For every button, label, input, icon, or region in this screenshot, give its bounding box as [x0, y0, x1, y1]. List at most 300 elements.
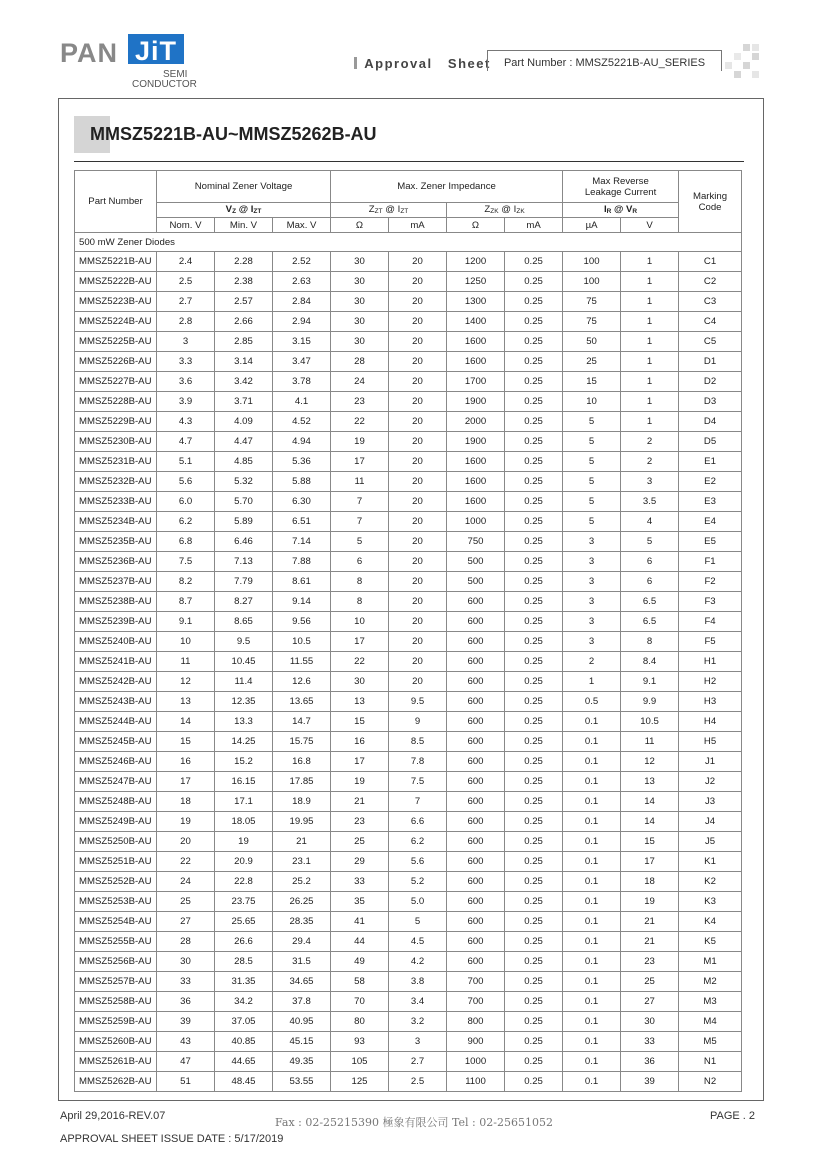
- cell-min-v: 6.46: [215, 532, 273, 552]
- cell-ir: 0.1: [563, 1052, 621, 1072]
- cell-izk: 0.25: [505, 572, 563, 592]
- cell-zzk: 1600: [447, 472, 505, 492]
- cell-nom-v: 47: [157, 1052, 215, 1072]
- cell-max-v: 28.35: [273, 912, 331, 932]
- cell-izk: 0.25: [505, 352, 563, 372]
- cell-ir: 0.1: [563, 872, 621, 892]
- cell-izk: 0.25: [505, 952, 563, 972]
- cell-nom-v: 43: [157, 1032, 215, 1052]
- cell-nom-v: 11: [157, 652, 215, 672]
- cell-vr: 1: [621, 352, 679, 372]
- cell-vr: 21: [621, 932, 679, 952]
- cell-min-v: 15.2: [215, 752, 273, 772]
- cell-izt: 8.5: [389, 732, 447, 752]
- cell-izt: 20: [389, 432, 447, 452]
- cell-nom-v: 12: [157, 672, 215, 692]
- cell-ir: 75: [563, 312, 621, 332]
- cell-izk: 0.25: [505, 392, 563, 412]
- cell-vr: 36: [621, 1052, 679, 1072]
- cell-zzt: 8: [331, 572, 389, 592]
- revision-label: April 29,2016-REV.07: [60, 1110, 166, 1122]
- cell-izt: 20: [389, 292, 447, 312]
- cell-izk: 0.25: [505, 692, 563, 712]
- cell-min-v: 7.79: [215, 572, 273, 592]
- cell-ir: 5: [563, 492, 621, 512]
- cell-zzt: 17: [331, 452, 389, 472]
- cell-min-v: 3.14: [215, 352, 273, 372]
- cell-vr: 21: [621, 912, 679, 932]
- cell-izk: 0.25: [505, 652, 563, 672]
- cell-izk: 0.25: [505, 272, 563, 292]
- cell-ir: 100: [563, 272, 621, 292]
- cell-part-number: MMSZ5225B-AU: [75, 332, 157, 352]
- cell-max-v: 10.5: [273, 632, 331, 652]
- cell-vr: 30: [621, 1012, 679, 1032]
- cell-izt: 2.7: [389, 1052, 447, 1072]
- cell-min-v: 23.75: [215, 892, 273, 912]
- cell-izt: 5: [389, 912, 447, 932]
- cell-zzt: 44: [331, 932, 389, 952]
- cell-zzk: 1100: [447, 1072, 505, 1092]
- cell-zzk: 1250: [447, 272, 505, 292]
- cell-part-number: MMSZ5241B-AU: [75, 652, 157, 672]
- cell-ir: 0.1: [563, 892, 621, 912]
- cell-min-v: 31.35: [215, 972, 273, 992]
- cell-part-number: MMSZ5234B-AU: [75, 512, 157, 532]
- cell-nom-v: 15: [157, 732, 215, 752]
- cell-izk: 0.25: [505, 712, 563, 732]
- cell-izt: 2.5: [389, 1072, 447, 1092]
- unit-zzk-ohm: Ω: [447, 218, 505, 233]
- table-row: [75, 952, 742, 972]
- cell-zzk: 700: [447, 992, 505, 1012]
- cell-max-v: 8.61: [273, 572, 331, 592]
- cell-min-v: 2.85: [215, 332, 273, 352]
- table-row: [75, 572, 742, 592]
- cell-zzk: 600: [447, 672, 505, 692]
- cell-izk: 0.25: [505, 672, 563, 692]
- cell-izk: 0.25: [505, 812, 563, 832]
- cell-ir: 0.1: [563, 1072, 621, 1092]
- cell-izk: 0.25: [505, 552, 563, 572]
- cell-part-number: MMSZ5255B-AU: [75, 932, 157, 952]
- cell-zzt: 23: [331, 812, 389, 832]
- spec-table: [74, 170, 742, 1092]
- cell-part-number: MMSZ5236B-AU: [75, 552, 157, 572]
- cell-vr: 23: [621, 952, 679, 972]
- cell-min-v: 5.70: [215, 492, 273, 512]
- cell-izk: 0.25: [505, 592, 563, 612]
- cell-zzk: 1600: [447, 452, 505, 472]
- table-row: [75, 552, 742, 572]
- cell-zzt: 15: [331, 712, 389, 732]
- cell-nom-v: 18: [157, 792, 215, 812]
- cell-izt: 9.5: [389, 692, 447, 712]
- cell-izk: 0.25: [505, 612, 563, 632]
- cell-nom-v: 8.2: [157, 572, 215, 592]
- cell-zzk: 1300: [447, 292, 505, 312]
- cell-zzk: 600: [447, 612, 505, 632]
- cell-izk: 0.25: [505, 632, 563, 652]
- table-row: [75, 1032, 742, 1052]
- cell-nom-v: 6.8: [157, 532, 215, 552]
- table-row: [75, 652, 742, 672]
- cell-nom-v: 2.7: [157, 292, 215, 312]
- unit-izt-ma: mA: [389, 218, 447, 233]
- cell-ir: 0.1: [563, 792, 621, 812]
- cell-vr: 19: [621, 892, 679, 912]
- cell-izt: 3.2: [389, 1012, 447, 1032]
- issue-date: APPROVAL SHEET ISSUE DATE : 5/17/2019: [60, 1133, 284, 1145]
- cell-ir: 2: [563, 652, 621, 672]
- cell-marking-code: C4: [679, 312, 742, 332]
- cell-nom-v: 3: [157, 332, 215, 352]
- cell-max-v: 12.6: [273, 672, 331, 692]
- header-zzt-symbol: $Z_{ZT}$ @ $I_{ZT}$: [331, 203, 447, 218]
- cell-marking-code: H5: [679, 732, 742, 752]
- cell-izk: 0.25: [505, 1072, 563, 1092]
- cell-zzt: 21: [331, 792, 389, 812]
- table-row: [75, 972, 742, 992]
- cell-zzt: 5: [331, 532, 389, 552]
- cell-zzk: 1900: [447, 432, 505, 452]
- header-max-reverse-leakage: Max Reverse Leakage Current: [563, 171, 679, 203]
- cell-ir: 0.1: [563, 832, 621, 852]
- cell-vr: 8: [621, 632, 679, 652]
- cell-izt: 3.4: [389, 992, 447, 1012]
- cell-part-number: MMSZ5254B-AU: [75, 912, 157, 932]
- cell-zzt: 30: [331, 312, 389, 332]
- cell-nom-v: 28: [157, 932, 215, 952]
- cell-izt: 3: [389, 1032, 447, 1052]
- table-row: [75, 352, 742, 372]
- cell-min-v: 20.9: [215, 852, 273, 872]
- cell-part-number: MMSZ5242B-AU: [75, 672, 157, 692]
- cell-marking-code: E3: [679, 492, 742, 512]
- cell-part-number: MMSZ5226B-AU: [75, 352, 157, 372]
- cell-vr: 1: [621, 412, 679, 432]
- cell-min-v: 11.4: [215, 672, 273, 692]
- cell-min-v: 19: [215, 832, 273, 852]
- cell-marking-code: F5: [679, 632, 742, 652]
- cell-zzt: 16: [331, 732, 389, 752]
- cell-part-number: MMSZ5262B-AU: [75, 1072, 157, 1092]
- cell-ir: 3: [563, 592, 621, 612]
- cell-zzk: 600: [447, 792, 505, 812]
- cell-izk: 0.25: [505, 532, 563, 552]
- cell-marking-code: K2: [679, 872, 742, 892]
- cell-marking-code: H3: [679, 692, 742, 712]
- cell-vr: 1: [621, 392, 679, 412]
- cell-part-number: MMSZ5257B-AU: [75, 972, 157, 992]
- cell-marking-code: E1: [679, 452, 742, 472]
- cell-ir: 15: [563, 372, 621, 392]
- cell-izt: 5.2: [389, 872, 447, 892]
- cell-marking-code: F1: [679, 552, 742, 572]
- cell-marking-code: J1: [679, 752, 742, 772]
- table-row: [75, 272, 742, 292]
- logo-badge: [128, 34, 184, 64]
- cell-vr: 1: [621, 312, 679, 332]
- cell-zzk: 1000: [447, 512, 505, 532]
- cell-max-v: 45.15: [273, 1032, 331, 1052]
- cell-zzt: 7: [331, 512, 389, 532]
- cell-part-number: MMSZ5237B-AU: [75, 572, 157, 592]
- cell-ir: 10: [563, 392, 621, 412]
- cell-min-v: 4.47: [215, 432, 273, 452]
- cell-izt: 20: [389, 612, 447, 632]
- table-row: [75, 672, 742, 692]
- cell-nom-v: 20: [157, 832, 215, 852]
- cell-nom-v: 5.6: [157, 472, 215, 492]
- unit-min-v: Min. V: [215, 218, 273, 233]
- cell-marking-code: K1: [679, 852, 742, 872]
- title-rule: [74, 161, 744, 162]
- cell-izt: 5.0: [389, 892, 447, 912]
- header-max-zener-impedance: Max. Zener Impedance: [331, 171, 563, 203]
- cell-izt: 20: [389, 272, 447, 292]
- cell-ir: 5: [563, 452, 621, 472]
- cell-izt: 5.6: [389, 852, 447, 872]
- cell-ir: 25: [563, 352, 621, 372]
- cell-nom-v: 19: [157, 812, 215, 832]
- cell-nom-v: 25: [157, 892, 215, 912]
- cell-zzt: 29: [331, 852, 389, 872]
- cell-vr: 33: [621, 1032, 679, 1052]
- header-ir-symbol: $I_R$ @ $V_R$: [563, 203, 679, 218]
- header-zzk-symbol: $Z_{ZK}$ @ $I_{ZK}$: [447, 203, 563, 218]
- table-row: [75, 592, 742, 612]
- cell-ir: 0.1: [563, 712, 621, 732]
- table-row: [75, 932, 742, 952]
- cell-nom-v: 4.3: [157, 412, 215, 432]
- cell-vr: 10.5: [621, 712, 679, 732]
- cell-nom-v: 6.0: [157, 492, 215, 512]
- cell-nom-v: 39: [157, 1012, 215, 1032]
- cell-part-number: MMSZ5231B-AU: [75, 452, 157, 472]
- cell-ir: 0.1: [563, 932, 621, 952]
- cell-part-number: MMSZ5250B-AU: [75, 832, 157, 852]
- cell-min-v: 2.28: [215, 252, 273, 272]
- cell-zzt: 105: [331, 1052, 389, 1072]
- cell-min-v: 2.57: [215, 292, 273, 312]
- cell-part-number: MMSZ5223B-AU: [75, 292, 157, 312]
- cell-zzk: 500: [447, 552, 505, 572]
- table-row: [75, 1012, 742, 1032]
- logo-badge-text: JiT: [134, 36, 177, 66]
- cell-part-number: MMSZ5251B-AU: [75, 852, 157, 872]
- cell-min-v: 13.3: [215, 712, 273, 732]
- cell-part-number: MMSZ5233B-AU: [75, 492, 157, 512]
- cell-part-number: MMSZ5261B-AU: [75, 1052, 157, 1072]
- section-label: 500 mW Zener Diodes: [75, 233, 742, 252]
- cell-part-number: MMSZ5248B-AU: [75, 792, 157, 812]
- table-row: [75, 812, 742, 832]
- cell-min-v: 25.65: [215, 912, 273, 932]
- cell-min-v: 2.38: [215, 272, 273, 292]
- cell-izk: 0.25: [505, 792, 563, 812]
- cell-max-v: 31.5: [273, 952, 331, 972]
- cell-zzk: 1400: [447, 312, 505, 332]
- cell-min-v: 5.89: [215, 512, 273, 532]
- cell-nom-v: 8.7: [157, 592, 215, 612]
- cell-zzk: 1900: [447, 392, 505, 412]
- cell-ir: 3: [563, 532, 621, 552]
- cell-part-number: MMSZ5259B-AU: [75, 1012, 157, 1032]
- cell-marking-code: C1: [679, 252, 742, 272]
- cell-zzt: 8: [331, 592, 389, 612]
- cell-zzk: 1000: [447, 1052, 505, 1072]
- cell-zzt: 33: [331, 872, 389, 892]
- cell-max-v: 25.2: [273, 872, 331, 892]
- cell-min-v: 7.13: [215, 552, 273, 572]
- cell-max-v: 17.85: [273, 772, 331, 792]
- logo-subtitle-semi: SEMI: [163, 69, 188, 80]
- cell-izk: 0.25: [505, 852, 563, 872]
- cell-zzk: 600: [447, 872, 505, 892]
- cell-zzt: 30: [331, 672, 389, 692]
- cell-zzk: 2000: [447, 412, 505, 432]
- cell-max-v: 2.63: [273, 272, 331, 292]
- cell-zzk: 600: [447, 652, 505, 672]
- cell-part-number: MMSZ5253B-AU: [75, 892, 157, 912]
- cell-max-v: 4.94: [273, 432, 331, 452]
- cell-max-v: 7.14: [273, 532, 331, 552]
- table-row: [75, 912, 742, 932]
- cell-zzk: 1700: [447, 372, 505, 392]
- cell-nom-v: 2.5: [157, 272, 215, 292]
- cell-izt: 6.2: [389, 832, 447, 852]
- cell-part-number: MMSZ5232B-AU: [75, 472, 157, 492]
- cell-izk: 0.25: [505, 292, 563, 312]
- cell-max-v: 23.1: [273, 852, 331, 872]
- cell-izt: 20: [389, 672, 447, 692]
- cell-part-number: MMSZ5243B-AU: [75, 692, 157, 712]
- cell-part-number: MMSZ5247B-AU: [75, 772, 157, 792]
- cell-zzt: 23: [331, 392, 389, 412]
- cell-nom-v: 2.4: [157, 252, 215, 272]
- cell-vr: 17: [621, 852, 679, 872]
- cell-part-number: MMSZ5249B-AU: [75, 812, 157, 832]
- cell-max-v: 15.75: [273, 732, 331, 752]
- cell-zzk: 750: [447, 532, 505, 552]
- cell-marking-code: H1: [679, 652, 742, 672]
- cell-vr: 25: [621, 972, 679, 992]
- cell-min-v: 40.85: [215, 1032, 273, 1052]
- cell-marking-code: C5: [679, 332, 742, 352]
- cell-marking-code: N1: [679, 1052, 742, 1072]
- cell-zzt: 49: [331, 952, 389, 972]
- cell-min-v: 8.65: [215, 612, 273, 632]
- cell-marking-code: H4: [679, 712, 742, 732]
- cell-ir: 0.1: [563, 852, 621, 872]
- cell-ir: 0.1: [563, 912, 621, 932]
- cell-max-v: 5.36: [273, 452, 331, 472]
- table-row: [75, 512, 742, 532]
- table-row: [75, 332, 742, 352]
- cell-vr: 14: [621, 812, 679, 832]
- cell-vr: 6.5: [621, 612, 679, 632]
- cell-min-v: 5.32: [215, 472, 273, 492]
- cell-min-v: 12.35: [215, 692, 273, 712]
- cell-min-v: 44.65: [215, 1052, 273, 1072]
- cell-izt: 20: [389, 512, 447, 532]
- cell-max-v: 13.65: [273, 692, 331, 712]
- cell-zzk: 700: [447, 972, 505, 992]
- cell-zzt: 30: [331, 252, 389, 272]
- cell-zzk: 600: [447, 932, 505, 952]
- cell-zzk: 600: [447, 852, 505, 872]
- cell-zzt: 19: [331, 432, 389, 452]
- cell-izk: 0.25: [505, 472, 563, 492]
- unit-zzt-ohm: Ω: [331, 218, 389, 233]
- cell-max-v: 9.14: [273, 592, 331, 612]
- cell-part-number: MMSZ5246B-AU: [75, 752, 157, 772]
- cell-min-v: 16.15: [215, 772, 273, 792]
- cell-zzt: 6: [331, 552, 389, 572]
- cell-vr: 6.5: [621, 592, 679, 612]
- cell-vr: 1: [621, 292, 679, 312]
- cell-marking-code: M5: [679, 1032, 742, 1052]
- cell-zzk: 800: [447, 1012, 505, 1032]
- cell-max-v: 26.25: [273, 892, 331, 912]
- cell-izk: 0.25: [505, 1012, 563, 1032]
- cell-marking-code: M4: [679, 1012, 742, 1032]
- cell-zzk: 1600: [447, 352, 505, 372]
- cell-max-v: 37.8: [273, 992, 331, 1012]
- cell-part-number: MMSZ5235B-AU: [75, 532, 157, 552]
- cell-izt: 20: [389, 392, 447, 412]
- table-row: [75, 792, 742, 812]
- cell-marking-code: F2: [679, 572, 742, 592]
- cell-izt: 20: [389, 352, 447, 372]
- cell-zzt: 11: [331, 472, 389, 492]
- cell-izt: 20: [389, 632, 447, 652]
- cell-izt: 20: [389, 492, 447, 512]
- cell-part-number: MMSZ5229B-AU: [75, 412, 157, 432]
- cell-marking-code: J5: [679, 832, 742, 852]
- cell-min-v: 3.42: [215, 372, 273, 392]
- cell-min-v: 22.8: [215, 872, 273, 892]
- cell-part-number: MMSZ5245B-AU: [75, 732, 157, 752]
- unit-ir-ua: µA: [563, 218, 621, 233]
- cell-izt: 20: [389, 472, 447, 492]
- cell-max-v: 7.88: [273, 552, 331, 572]
- cell-vr: 3: [621, 472, 679, 492]
- cell-nom-v: 30: [157, 952, 215, 972]
- cell-nom-v: 13: [157, 692, 215, 712]
- cell-zzt: 22: [331, 652, 389, 672]
- cell-min-v: 8.27: [215, 592, 273, 612]
- cell-min-v: 28.5: [215, 952, 273, 972]
- cell-zzk: 600: [447, 912, 505, 932]
- cell-marking-code: D3: [679, 392, 742, 412]
- cell-zzt: 19: [331, 772, 389, 792]
- cell-nom-v: 6.2: [157, 512, 215, 532]
- cell-min-v: 9.5: [215, 632, 273, 652]
- cell-vr: 9.1: [621, 672, 679, 692]
- cell-marking-code: K4: [679, 912, 742, 932]
- cell-vr: 11: [621, 732, 679, 752]
- cell-nom-v: 16: [157, 752, 215, 772]
- cell-zzt: 22: [331, 412, 389, 432]
- cell-max-v: 3.15: [273, 332, 331, 352]
- cell-vr: 1: [621, 272, 679, 292]
- cell-izk: 0.25: [505, 1032, 563, 1052]
- cell-zzk: 1200: [447, 252, 505, 272]
- cell-part-number: MMSZ5221B-AU: [75, 252, 157, 272]
- cell-zzt: 17: [331, 632, 389, 652]
